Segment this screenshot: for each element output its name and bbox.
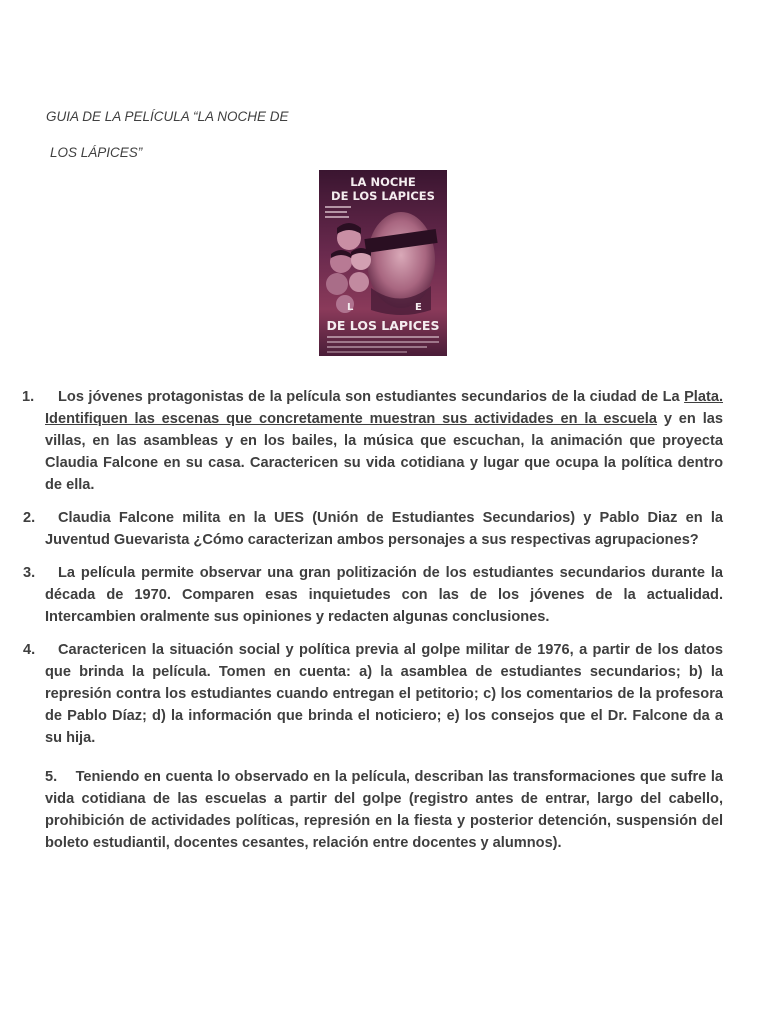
question-text: Caractericen la situación social y política previa al golpe militar de 1976, a partir de los datos que brinda la película. Tomen en cuenta: a) la asamblea de estudiantes secundarios; b) la represión contra los estudiantes cuando entregan el petitorio; c) los comentarios de la profesora de Pablo Díaz; d) la información que brinda el noticiero; e) los consejos que el Dr. Falcone da a su hija. bbox=[45, 642, 723, 746]
title-line-2: LOS LÁPICES” bbox=[50, 145, 143, 160]
movie-poster-image bbox=[319, 170, 447, 356]
question-text: Claudia Falcone milita en la UES (Unión de Estudiantes Secundarios) y Pablo Diaz en la Juventud Guevarista ¿Cómo caracterizan ambos personajes a sus respectivas agrupaciones? bbox=[45, 510, 723, 548]
question-list bbox=[0, 386, 768, 854]
svg-text:L: L bbox=[347, 302, 354, 313]
question-number: 2. bbox=[23, 510, 36, 526]
question-item bbox=[22, 386, 723, 496]
document-title bbox=[46, 90, 346, 180]
underlined-text: Plata. Identifiquen las escenas que concretamente muestran sus actividades en la escuela bbox=[45, 389, 723, 427]
question-item bbox=[45, 766, 723, 854]
question-text: Los jóvenes protagonistas de la película son estudiantes secundarios de la ciudad de La Plata. Identifiquen las escenas que concretamente muestran sus actividades en la escuela y en las villas, en las asambleas y en los bailes, la música que escuchan, la animación que proyecta Claudia Falcone en su casa. Caractericen su vida cotidiana y lugar que ocupa la política dentro de ella. bbox=[45, 389, 723, 493]
question-number: 4. bbox=[23, 642, 36, 658]
question-item bbox=[23, 507, 723, 551]
question-number: 5. bbox=[45, 769, 58, 785]
svg-text:DE LOS LAPICES: DE LOS LAPICES bbox=[331, 189, 435, 203]
question-text: La película permite observar una gran politización de los estudiantes secundarios durante la década de 1970. Comparen esas inquietudes con las de los jóvenes de la actualidad. Intercambien oralmente sus opiniones y redacten algunas conclusiones. bbox=[45, 565, 723, 625]
svg-text:E: E bbox=[415, 302, 422, 313]
question-item bbox=[23, 562, 723, 628]
poster-title-top: LA NOCHE bbox=[350, 175, 416, 189]
question-item bbox=[23, 639, 723, 749]
question-number: 1. bbox=[22, 389, 35, 405]
poster-title-bottom: DE LOS LAPICES bbox=[326, 318, 440, 333]
title-line-1: GUIA DE LA PELÍCULA “LA NOCHE DE bbox=[46, 109, 289, 124]
question-text: Teniendo en cuenta lo observado en la película, describan las transformaciones que sufre la vida cotidiana de las escuelas a partir del golpe (registro antes de entrar, largo del cabello, prohibición de actividades políticas, represión en la fiesta y posterior detención, suspensión del boleto estudiantil, docentes cesantes, relación entre docentes y alumnos). bbox=[45, 769, 724, 851]
question-number: 3. bbox=[23, 565, 36, 581]
